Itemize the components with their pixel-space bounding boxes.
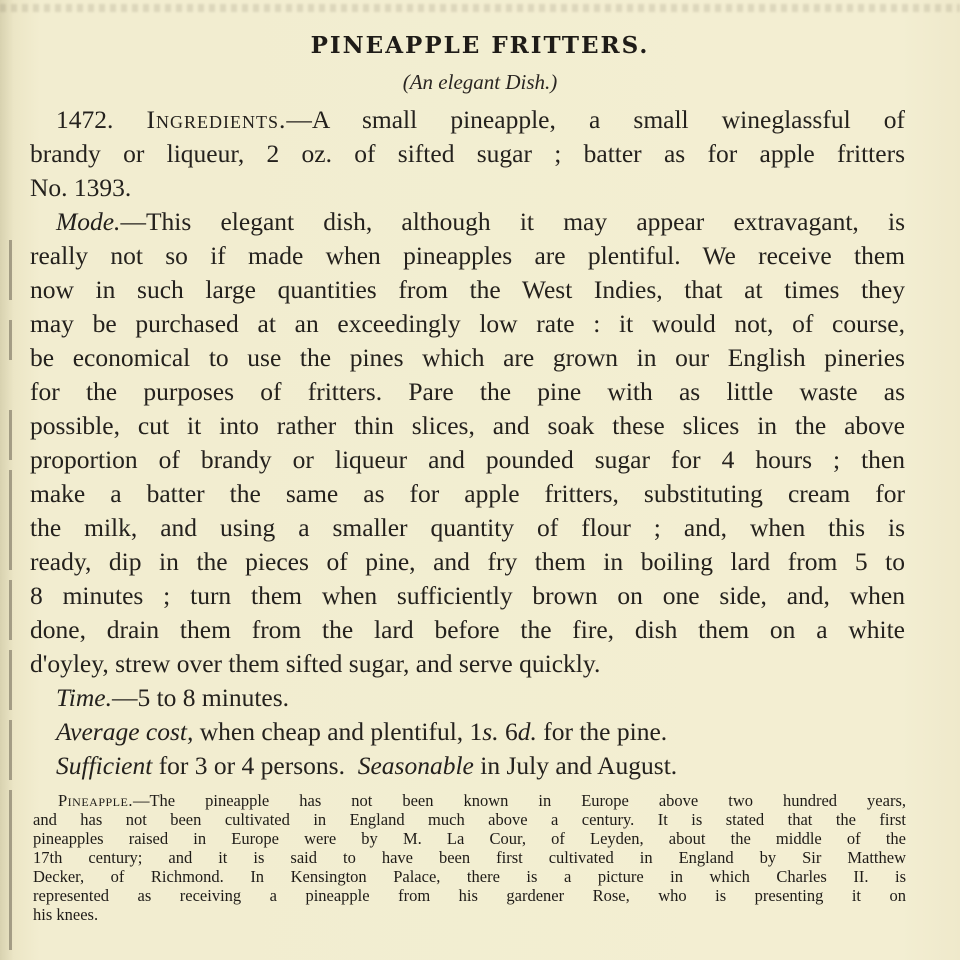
mode-line-14: d'oyley, strew over them sifted sugar, and serve quickly. [30, 649, 601, 678]
time-label: Time. [56, 683, 112, 712]
recipe-subtitle: (An elegant Dish.) [402, 70, 558, 94]
cost-pence: d. [517, 717, 537, 746]
sufficient-label: Sufficient [56, 751, 153, 780]
previous-page-bleed [0, 0, 960, 18]
page-gutter [0, 0, 22, 960]
mode-line-7: possible, cut it into rather thin slices, and soak these slices in the above [30, 411, 905, 440]
note-line-1 [58, 792, 906, 811]
ingredients-line-3: No. 1393. [30, 173, 132, 202]
time-text: —5 to 8 minutes. [111, 683, 290, 712]
ingredients-text: —A small pineapple, a small wineglassful of [286, 105, 906, 134]
cost-text-after: for the pine. [536, 717, 668, 746]
note-line-4: 17th century; and it is said to have been first cultivated in England by Sir Matthew [33, 848, 906, 867]
recipe-title: PINEAPPLE FRITTERS. [310, 32, 650, 59]
cost-line [56, 717, 905, 749]
ingredients-line-2: brandy or liqueur, 2 oz. of sifted sugar ; batter as for apple fritters [30, 139, 905, 168]
sufficient-text: for 3 or 4 persons. [152, 751, 345, 780]
mode-line-13: done, drain them from the lard before the fire, dish them on a white [30, 615, 905, 644]
cost-text-mid: 6 [498, 717, 518, 746]
note-text: —The pineapple has not been known in Europe above two hundred years, [132, 791, 906, 810]
recipe-number: 1472. [56, 105, 114, 134]
mode-line-12: 8 minutes ; turn them when sufficiently brown on one side, and, when [30, 581, 905, 610]
note-line-7: his knees. [33, 905, 99, 924]
sufficient-line [56, 751, 836, 783]
ingredients-line-1 [56, 105, 905, 137]
note-line-6: represented as receiving a pineapple from his gardener Rose, who is presenting it on [33, 886, 906, 905]
mode-line-8: proportion of brandy or liqueur and pounded sugar for 4 hours ; then [30, 445, 905, 474]
mode-line-4: may be purchased at an exceedingly low rate : it would not, of course, [30, 309, 905, 338]
mode-line-11: ready, dip in the pieces of pine, and fry them in boiling lard from 5 to [30, 547, 905, 576]
mode-line-10: the milk, and using a smaller quantity of flour ; and, when this is [30, 513, 905, 542]
mode-line-9: make a batter the same as for apple fritters, substituting cream for [30, 479, 905, 508]
mode-line-5: be economical to use the pines which are grown in our English pineries [30, 343, 905, 372]
mode-label: Mode. [56, 207, 121, 236]
mode-text: —This elegant dish, although it may appear extravagant, is [120, 207, 905, 236]
mode-line-6: for the purposes of fritters. Pare the pine with as little waste as [30, 377, 905, 406]
seasonable-label: Seasonable [357, 751, 474, 780]
cost-shilling: s. [482, 717, 499, 746]
seasonable-text: in July and August. [473, 751, 678, 780]
cost-text-before: when cheap and plentiful, 1 [193, 717, 483, 746]
mode-line-2: really not so if made when pineapples are plentiful. We receive them [30, 241, 905, 270]
note-line-3: pineapples raised in Europe were by M. La Cour, of Leyden, about the middle of the [33, 829, 906, 848]
time-line [56, 683, 905, 715]
mode-line-3: now in such large quantities from the West Indies, that at times they [30, 275, 905, 304]
mode-line-1 [56, 207, 905, 239]
note-line-2: and has not been cultivated in England much above a century. It is stated that the first [33, 810, 906, 829]
ingredients-label: Ingredients. [146, 105, 287, 134]
cost-label: Average cost, [56, 717, 194, 746]
note-label: Pineapple. [58, 791, 133, 810]
note-line-5: Decker, of Richmond. In Kensington Palace, there is a picture in which Charles II. is [33, 867, 906, 886]
